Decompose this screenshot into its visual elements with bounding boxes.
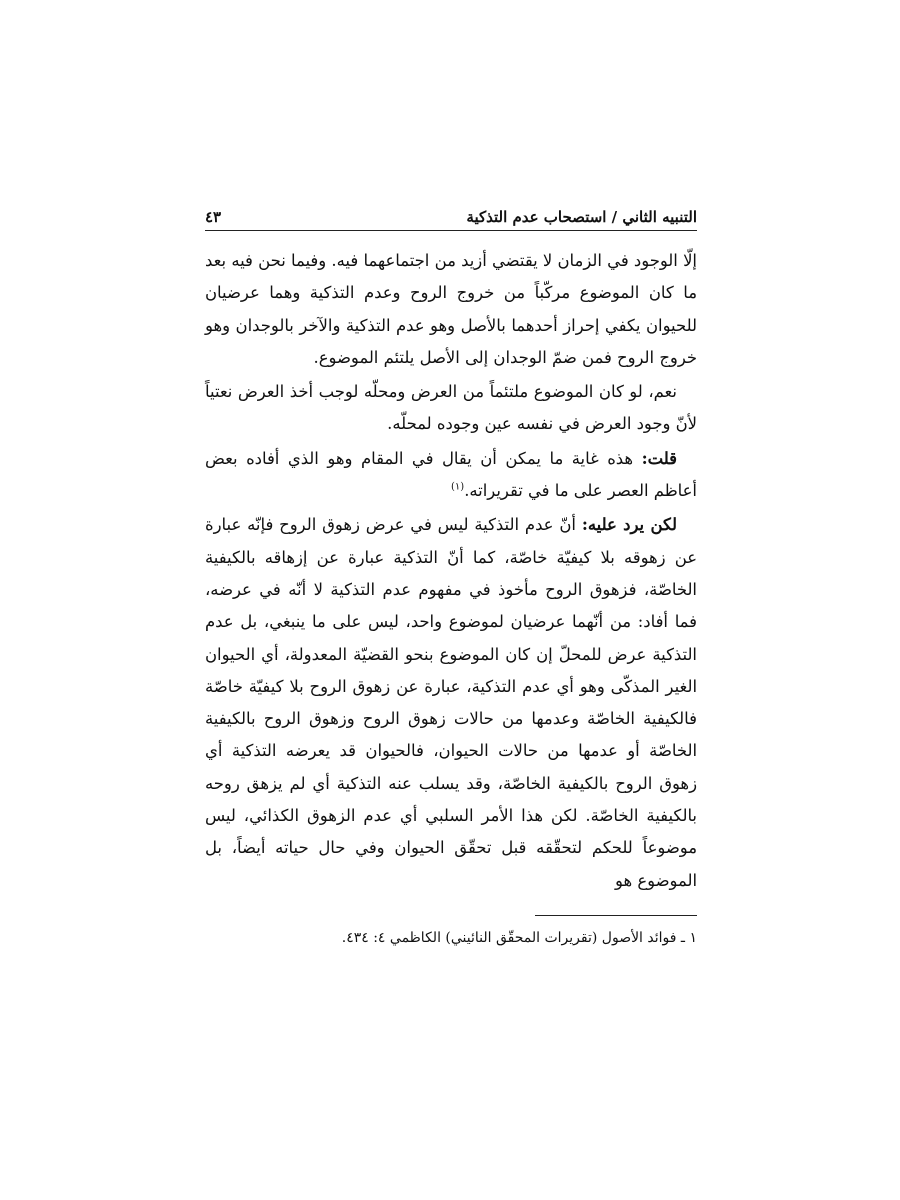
paragraph: [205, 443, 697, 508]
running-head: [205, 196, 697, 231]
paragraph-text: نعم، لو كان الموضوع ملتئماً من العرض ومحلّه لوجب أخذ العرض نعتياً لأنّ وجود العرض في نفسه عين وجوده لمحلّه.: [205, 382, 697, 434]
paragraph-lead: لكن يرد عليه:: [581, 515, 677, 535]
paragraph-text: إلّا الوجود في الزمان لا يقتضي أزيد من اجتماعهما فيه. وفيما نحن فيه بعد ما كان الموضوع مركّباً من خروج الروح وعدم التذكية وهما عرضيان للحيوان يكفي إحراز أحدهما بالأصل وهو عدم التذكية والآخر بالوجدان وهو خروج الروح فمن ضمّ الوجدان إلى الأصل يلتئم الموضوع.: [205, 251, 697, 367]
paragraph-text: هذه غاية ما يمكن أن يقال في المقام وهو الذي أفاده بعض أعاظم العصر على ما في تقريراته.: [205, 448, 697, 501]
paragraph-lead: قلت:: [641, 448, 677, 468]
footnote: ١ ـ فوائد الأصول (تقريرات المحقّق النائيني) الكاظمي ٤: ٤٣٤.: [341, 929, 697, 946]
paragraph-text: أنّ عدم التذكية ليس في عرض زهوق الروح فإنّه عبارة عن زهوقه بلا كيفيّة خاصّة، كما أنّ التذكية عبارة عن إزهاقه بالكيفية الخاصّة، فزهوق الروح مأخوذ في مفهوم عدم التذكية لا أنّه في عرضه، فما أفاد: من أنّهما عرضيان لموضوع واحد، ليس على ما ينبغي، بل عدم التذكية عرض للمحلّ إن كان الموضوع بنحو القضيّة المعدولة، أي الحيوان الغير المذكّى وهو أي عدم التذكية، عبارة عن زهوق الروح بلا كيفيّة خاصّة فالكيفية الخاصّة وعدمها من حالات زهوق الروح وزهوق الروح بالكيفية الخاصّة أو عدمها من حالات الحيوان، فالحيوان قد يعرضه التذكية أي زهوق الروح بالكيفية الخاصّة، وقد يسلب عنه التذكية أي لم يزهق روحه بالكيفية الخاصّة. لكن هذا الأمر السلبي أي عدم الزهوق الكذائي، ليس موضوعاً للحكم لتحقّقه قبل تحقّق الحيوان وفي حال حياته أيضاً، بل الموضوع هو: [205, 515, 697, 890]
running-title: التنبيه الثاني / استصحاب عدم التذكية: [466, 208, 697, 226]
page-number: ٤٣: [205, 208, 222, 226]
paragraph: [205, 376, 697, 441]
paragraph: [205, 245, 697, 374]
footnote-divider: [535, 915, 697, 916]
paragraph: [205, 509, 697, 897]
footnote-reference: (١): [451, 481, 465, 493]
body-text: [205, 245, 697, 897]
book-page: [205, 196, 697, 950]
